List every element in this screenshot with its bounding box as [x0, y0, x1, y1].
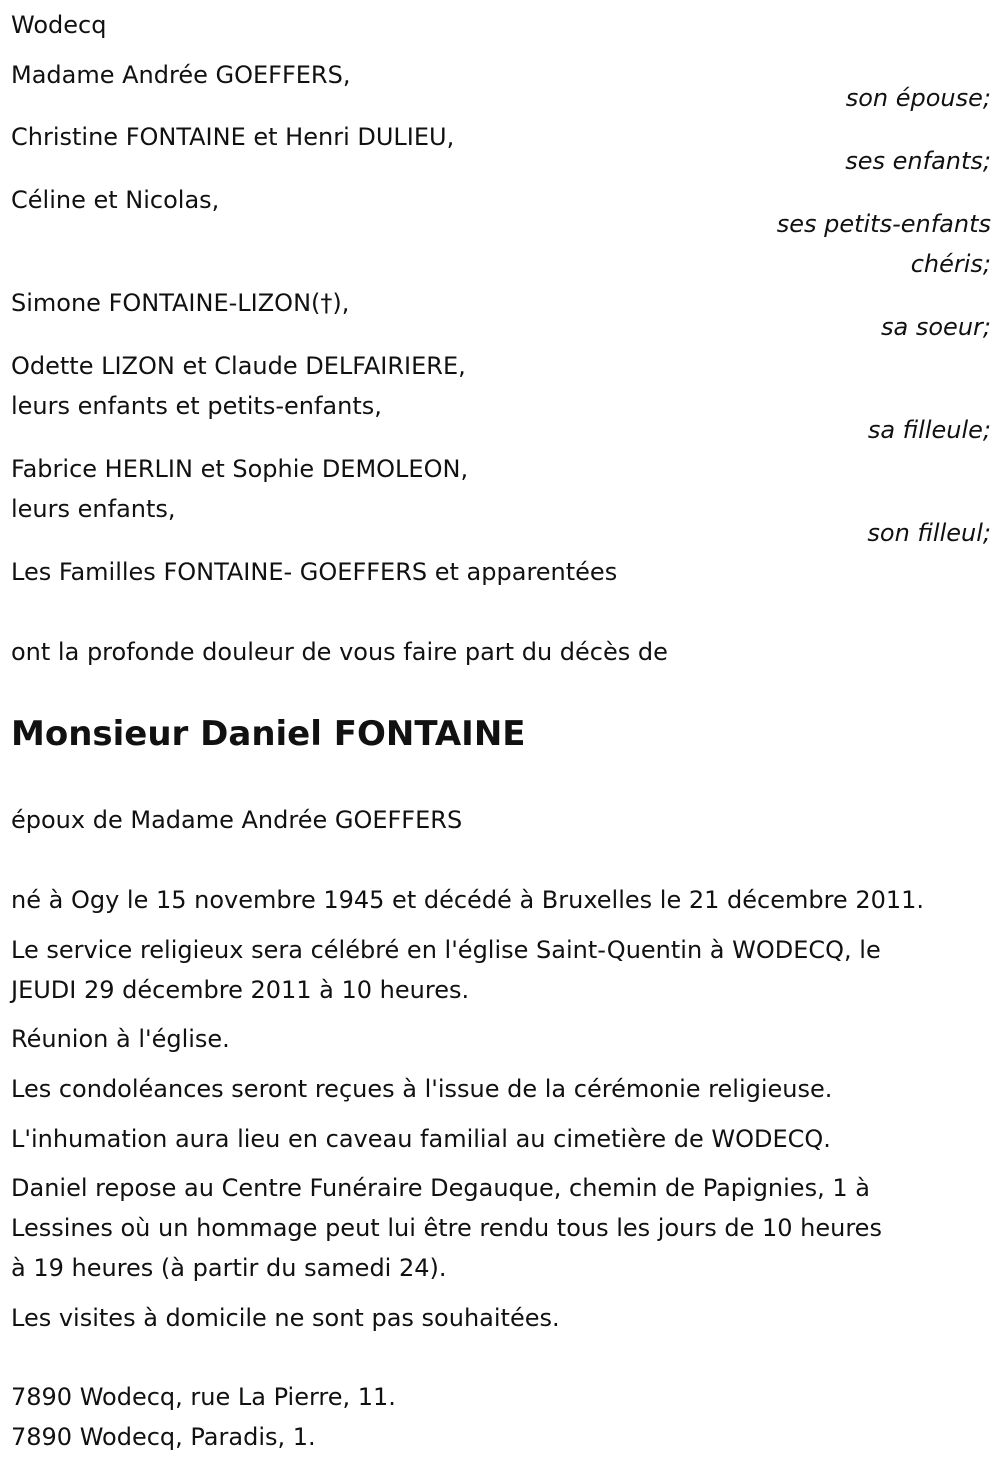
family-relation: sa filleule; — [867, 416, 991, 444]
repose-line: à 19 heures (à partir du samedi 24). — [11, 1254, 447, 1282]
family-relation: son filleul; — [867, 519, 991, 547]
family-relation: ses petits-enfants — [776, 210, 991, 238]
family-member-name: Fabrice HERLIN et Sophie DEMOLEON, — [11, 455, 469, 483]
families-line: Les Familles FONTAINE- GOEFFERS et apparentées — [11, 558, 618, 586]
address-line: 7890 Wodecq, Paradis, 1. — [11, 1423, 316, 1451]
repose-line: Daniel repose au Centre Funéraire Degauque, chemin de Papignies, 1 à — [11, 1174, 870, 1202]
family-member-name: Odette LIZON et Claude DELFAIRIERE, — [11, 352, 466, 380]
deceased-name: Monsieur Daniel FONTAINE — [11, 714, 526, 754]
family-relation: chéris; — [910, 250, 991, 278]
family-relation: ses enfants; — [845, 147, 991, 175]
repose-line: Lessines où un hommage peut lui être rendu tous les jours de 10 heures — [11, 1214, 882, 1242]
visits-line: Les visites à domicile ne sont pas souhaitées. — [11, 1304, 560, 1332]
birth-death-line: né à Ogy le 15 novembre 1945 et décédé à Bruxelles le 21 décembre 2011. — [11, 886, 925, 914]
family-relation: sa soeur; — [881, 313, 991, 341]
family-relation: son épouse; — [845, 84, 991, 112]
condolences-line: Les condoléances seront reçues à l'issue de la cérémonie religieuse. — [11, 1075, 833, 1103]
meeting-line: Réunion à l'église. — [11, 1025, 230, 1053]
service-line: JEUDI 29 décembre 2011 à 10 heures. — [11, 976, 470, 1004]
family-member-name: leurs enfants et petits-enfants, — [11, 392, 382, 420]
service-line: Le service religieux sera célébré en l'église Saint-Quentin à WODECQ, le — [11, 936, 881, 964]
place-name: Wodecq — [11, 11, 107, 39]
address-line: 7890 Wodecq, rue La Pierre, 11. — [11, 1383, 396, 1411]
burial-line: L'inhumation aura lieu en caveau familial au cimetière de WODECQ. — [11, 1125, 831, 1153]
family-member-name: leurs enfants, — [11, 495, 176, 523]
spouse-line: époux de Madame Andrée GOEFFERS — [11, 806, 463, 834]
family-member-name: Simone FONTAINE-LIZON(†), — [11, 289, 350, 317]
family-member-name: Céline et Nicolas, — [11, 186, 220, 214]
family-member-name: Christine FONTAINE et Henri DULIEU, — [11, 123, 455, 151]
family-member-name: Madame Andrée GOEFFERS, — [11, 61, 351, 89]
announcement: ont la profonde douleur de vous faire part du décès de — [11, 638, 668, 666]
